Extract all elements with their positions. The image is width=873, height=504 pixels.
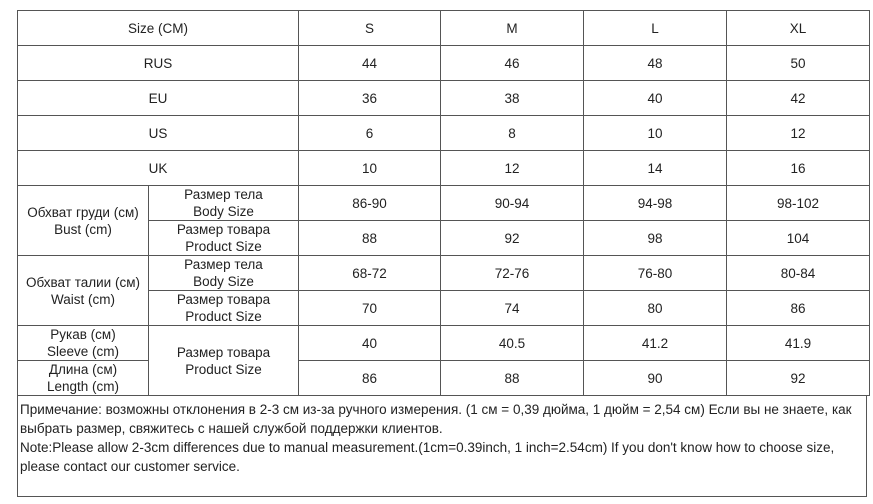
table-cell: 40	[299, 326, 441, 361]
row-label-bust: Обхват груди (см) Bust (cm)	[18, 186, 149, 256]
table-cell: 86	[727, 291, 870, 326]
table-cell: 98-102	[727, 186, 870, 221]
table-row-sleeve	[18, 326, 870, 361]
table-cell: 92	[441, 221, 584, 256]
row-label-sleeve: Рукав (см) Sleeve (cm)	[18, 326, 149, 361]
table-row-us	[18, 116, 870, 151]
row-label-rus: RUS	[18, 46, 299, 81]
table-cell: 92	[727, 361, 870, 396]
table-cell: 88	[441, 361, 584, 396]
table-cell: 80	[584, 291, 727, 326]
table-row-uk	[18, 151, 870, 186]
size-table	[17, 10, 870, 396]
table-cell: 74	[441, 291, 584, 326]
table-cell: 86-90	[299, 186, 441, 221]
row-label-us: US	[18, 116, 299, 151]
header-size-label: Size (CM)	[18, 11, 299, 46]
table-cell: 40	[584, 81, 727, 116]
header-size-m: M	[441, 11, 584, 46]
sublabel-product-size: Размер товара Product Size	[149, 291, 299, 326]
note-ru: Примечание: возможны отклонения в 2-3 см из-за ручного измерения. (1 см = 0,39 дюйма, 1 дюйм = 2,54 см) Если вы не знаете, как выбрать размер, свяжитесь с нашей службой поддержки клиентов.	[20, 402, 852, 436]
table-cell: 40.5	[441, 326, 584, 361]
header-size-l: L	[584, 11, 727, 46]
table-cell: 48	[584, 46, 727, 81]
table-row-waist-body	[18, 256, 870, 291]
table-cell: 88	[299, 221, 441, 256]
table-cell: 12	[727, 116, 870, 151]
table-cell: 68-72	[299, 256, 441, 291]
table-cell: 42	[727, 81, 870, 116]
sublabel-body-size: Размер тела Body Size	[149, 256, 299, 291]
table-cell: 10	[584, 116, 727, 151]
sublabel-body-size: Размер тела Body Size	[149, 186, 299, 221]
measurement-note	[17, 396, 867, 497]
table-cell: 36	[299, 81, 441, 116]
table-cell: 50	[727, 46, 870, 81]
table-cell: 72-76	[441, 256, 584, 291]
table-cell: 12	[441, 151, 584, 186]
table-row-rus	[18, 46, 870, 81]
table-row-eu	[18, 81, 870, 116]
table-cell: 44	[299, 46, 441, 81]
table-cell: 8	[441, 116, 584, 151]
row-label-uk: UK	[18, 151, 299, 186]
sublabel-product-size: Размер товара Product Size	[149, 221, 299, 256]
header-size-xl: XL	[727, 11, 870, 46]
table-cell: 80-84	[727, 256, 870, 291]
row-label-length: Длина (см) Length (cm)	[18, 361, 149, 396]
table-cell: 86	[299, 361, 441, 396]
table-cell: 6	[299, 116, 441, 151]
table-cell: 98	[584, 221, 727, 256]
note-en: Note:Please allow 2-3cm differences due to manual measurement.(1cm=0.39inch, 1 inch=2.54cm) If you don't know how to choose size, please contact our customer service.	[20, 440, 835, 474]
table-cell: 76-80	[584, 256, 727, 291]
size-chart	[17, 10, 869, 497]
header-size-s: S	[299, 11, 441, 46]
table-cell: 41.2	[584, 326, 727, 361]
table-cell: 90-94	[441, 186, 584, 221]
table-cell: 46	[441, 46, 584, 81]
table-row-length	[18, 361, 870, 396]
row-label-eu: EU	[18, 81, 299, 116]
table-cell: 10	[299, 151, 441, 186]
table-cell: 16	[727, 151, 870, 186]
sublabel-product-size: Размер товара Product Size	[149, 326, 299, 396]
table-cell: 104	[727, 221, 870, 256]
table-cell: 70	[299, 291, 441, 326]
table-cell: 94-98	[584, 186, 727, 221]
table-cell: 14	[584, 151, 727, 186]
table-cell: 90	[584, 361, 727, 396]
table-cell: 41.9	[727, 326, 870, 361]
table-row-bust-body	[18, 186, 870, 221]
header-row	[18, 11, 870, 46]
row-label-waist: Обхват талии (см) Waist (cm)	[18, 256, 149, 326]
table-cell: 38	[441, 81, 584, 116]
